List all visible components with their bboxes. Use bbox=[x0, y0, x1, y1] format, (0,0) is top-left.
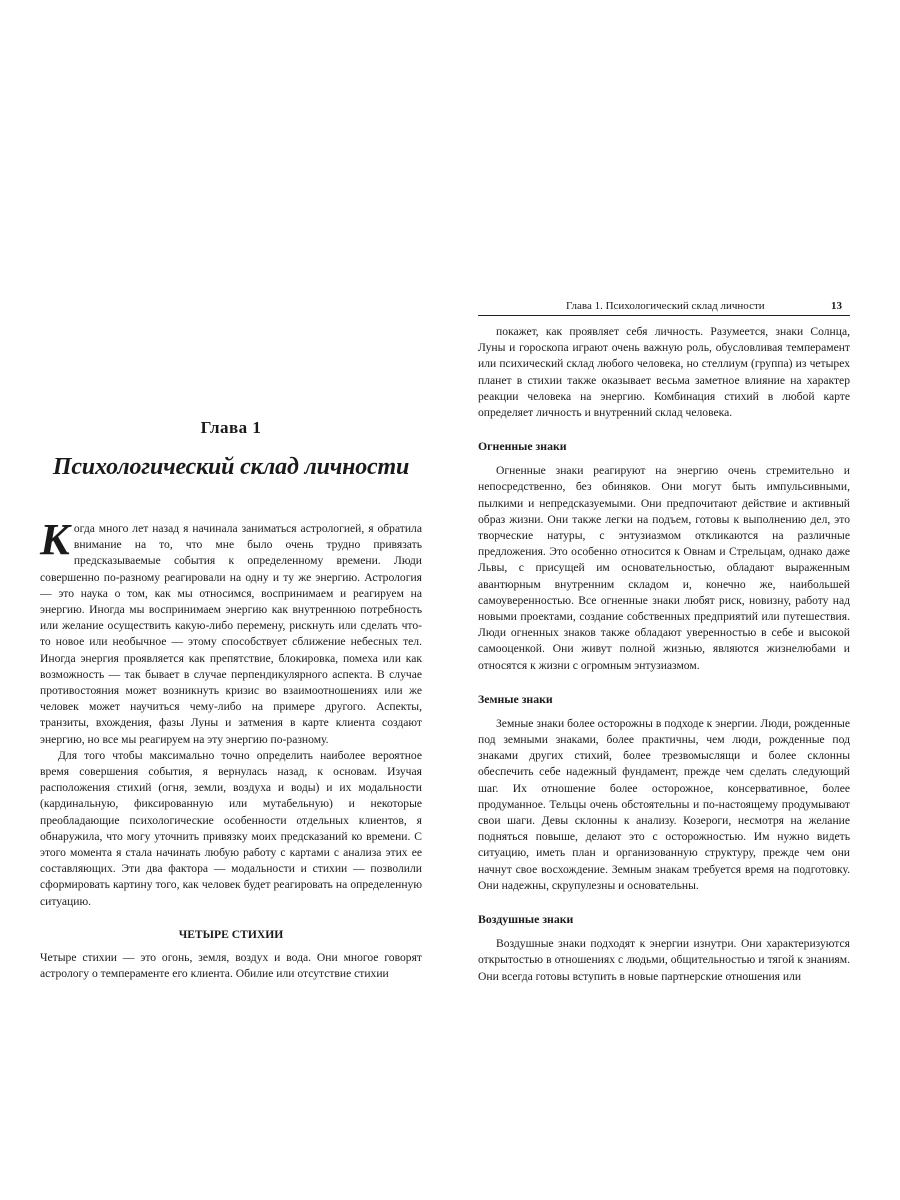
right-page bbox=[478, 300, 850, 985]
intro-paragraph-text: огда много лет назад я начинала заниматься астрологией, я обратила внимание на то, что мне было очень трудно привязать предсказываемые события к определенному времени. Люди совершенно по-разному реагировали на одну и ту же энергию. Астрология — это наука о том, как мы относимся, воспринимаем и реагируем на энергию. Иногда мы воспринимаем энергию как внутреннюю потребность или желание осуществить какую-либо перемену, рискнуть или сделать что-то новое или необычное — этому способствует сближение небесных тел. Иногда энергия проявляется как препятствие, блокировка, помеха или как возможность — так бывает в случае перпендикулярного аспекта. В случае противостояния может возникнуть кризис во взаимоотношениях или же человек может научиться чему-либо на примере другого. Аспекты, транзиты, вхождения, фазы Луны и затмения в карте клиента создают энергию, но все мы реагируем на эту энергию по-разному. bbox=[40, 522, 422, 746]
fire-signs-paragraph: Огненные знаки реагируют на энергию очень стремительно и непосредственно, без обиняков. Они могут быть импульсивными, пылкими и непредсказуемыми. Они предпочитают действие и активный образ жизни. Они также легки на подъем, готовы к выполнению дел, это творческие натуры, с энтузиазмом откликаются на различные предложения. Это особенно относится к Овнам и Стрельцам, однако даже Львы, с присущей им основательностью, обладают выраженным авантюрным внутренним складом и, конечно же, наибольшей самоуверенностью. Все огненные знаки любят риск, новизну, работу над новыми проектами, создание собственных предприятий или путешествия. Люди огненных знаков также обладают уверенностью в себе и высокой самооценкой. Они живут полной жизнью, являются жизнелюбами и относятся к жизни с огромным энтузиазмом. bbox=[478, 464, 850, 672]
second-paragraph: Для того чтобы максимально точно определить наиболее вероятное время совершения события, я вернулась назад, к основам. Изучая расположения стихий (огня, земли, воздуха и воды) и их модальности (кардинальную, фиксированную или мутабельную) и некоторые преобладающие психологические особенности отдельных клиентов, я обнаружила, что могу уточнить привязку моих предсказаний ко времени. С этого момента я стала начинать любую работу с картами с анализа этих ее составляющих. Эти два фактора — модальности и стихии — позволили сформировать картину того, как человек будет реагировать на определенную ситуацию. bbox=[40, 748, 422, 908]
earth-signs-paragraph: Земные знаки более осторожны в подходе к энергии. Люди, рожденные под земными знаками, более практичны, чем люди, рожденные под знаками других стихий, более трезвомыслящи и более склонны обеспечить себе надежный фундамент, прежде чем сделать следующий шаг. Их отношение более осторожное, консервативное, более продуманное. Тельцы очень обстоятельны и по-настоящему продумывают свои шаги. Девы склонны к анализу. Козероги, несмотря на желание подняться повыше, делают это с осторожностью. Им нужно видеть ситуацию, иметь план и организованную структуру, прежде чем они начнут свое восхождение. Земным знакам требуется время на подготовку. Они надежны, скрупулезны и основательны. bbox=[478, 716, 850, 892]
page-number: 13 bbox=[831, 300, 842, 312]
four-elements-paragraph: Четыре стихии — это огонь, земля, воздух и вода. Они многое говорят астрологу о темпераменте его клиента. Обилие или отсутствие стихии bbox=[40, 950, 422, 981]
opening-paragraph: покажет, как проявляет себя личность. Разумеется, знаки Солнца, Луны и гороскопа играют очень важную роль, обусловливая темперамент или психический склад любого человека, но стеллиум (группа) из четырех планет в стихии также оказывает весьма заметное влияние на характер реакции человека на энергию. Комбинация стихий в любой карте определяет личность и внутренний склад человека. bbox=[478, 325, 850, 420]
left-page bbox=[40, 300, 422, 982]
running-head-title: Глава 1. Психологический склад личности bbox=[566, 300, 765, 312]
chapter-title: Психологический склад личности bbox=[52, 454, 410, 480]
section-heading-earth-signs: Земные знаки bbox=[478, 691, 553, 706]
section-heading-four-elements: ЧЕТЫРЕ СТИХИИ bbox=[178, 927, 284, 941]
intro-paragraph bbox=[40, 515, 422, 748]
air-signs-paragraph: Воздушные знаки подходят к энергии изнутри. Они характеризуются открытостью в отношениях с людьми, общительностью и тягой к знаниям. Они всегда готовы вступить в новые партнерские отношения или bbox=[478, 937, 850, 983]
running-head bbox=[478, 300, 850, 316]
section-heading-fire-signs: Огненные знаки bbox=[478, 439, 567, 454]
chapter-label: Глава 1 bbox=[200, 418, 262, 437]
dropcap-letter: К bbox=[40, 515, 70, 564]
section-heading-air-signs: Воздушные знаки bbox=[478, 912, 574, 927]
